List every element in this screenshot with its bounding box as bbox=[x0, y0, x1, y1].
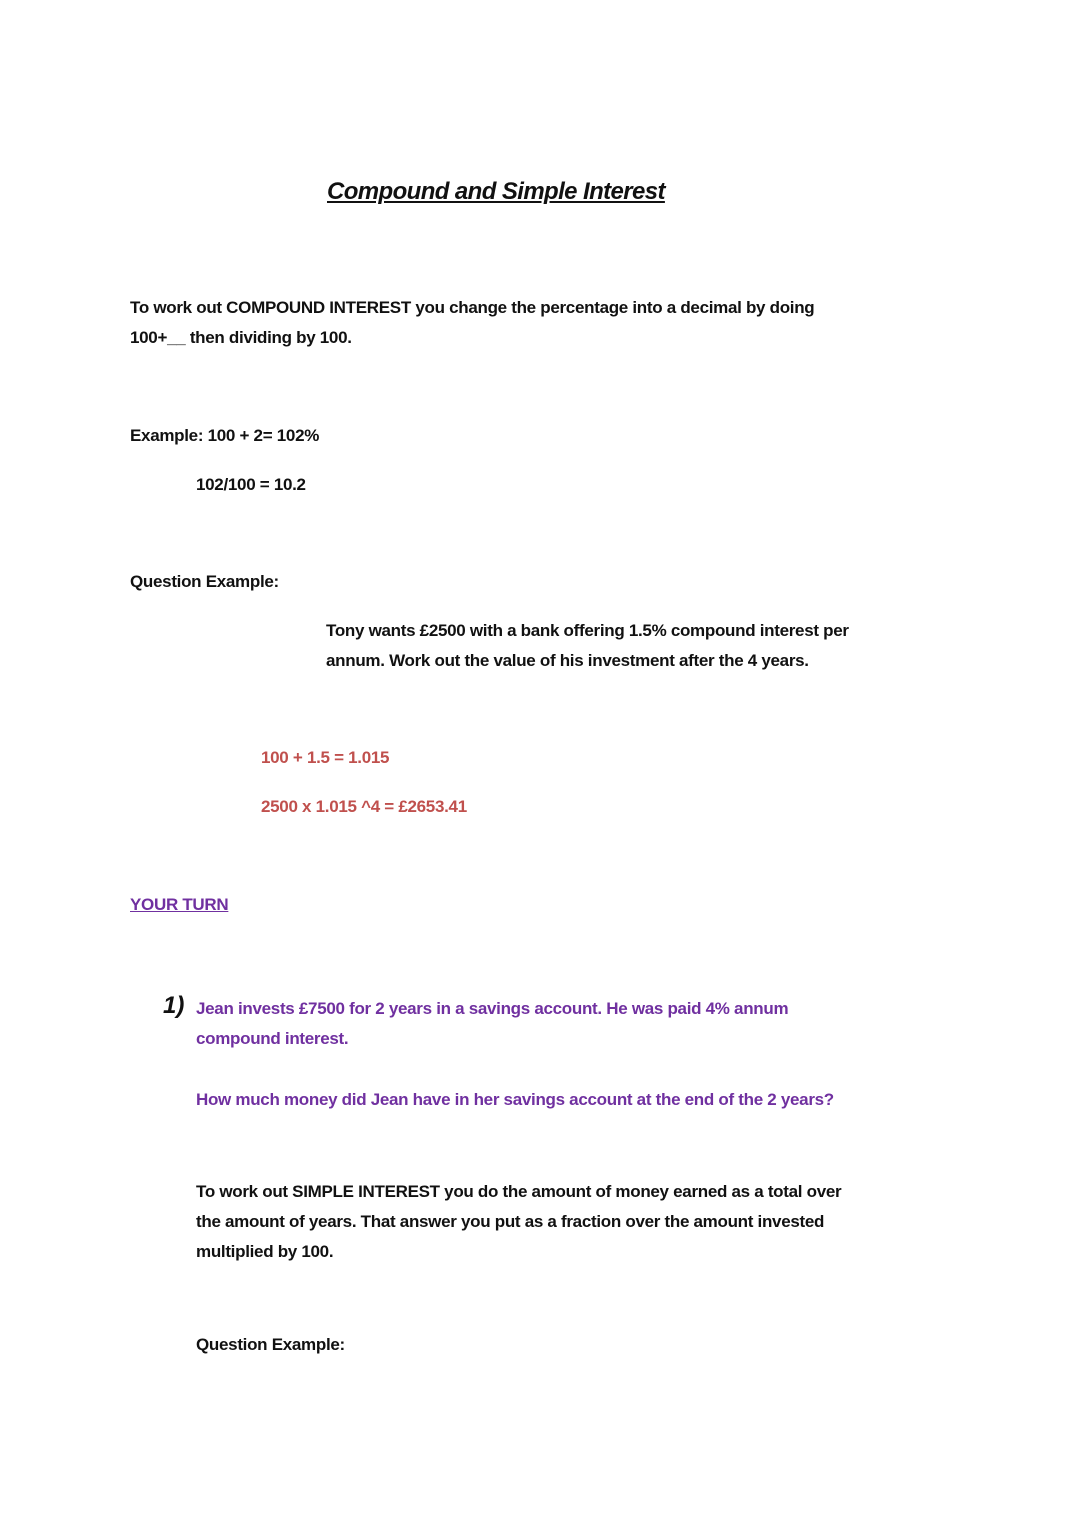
simple-intro-line-2: the amount of years. That answer you put as a fraction over the amount invested bbox=[196, 1212, 825, 1231]
working-line-2: 2500 x 1.015 ^4 = £2653.41 bbox=[261, 797, 467, 816]
question-1-line-2: compound interest. bbox=[196, 1029, 349, 1048]
your-turn-heading: YOUR TURN bbox=[130, 895, 229, 914]
working-line-1: 100 + 1.5 = 1.015 bbox=[261, 748, 390, 767]
simple-intro-line-1: To work out SIMPLE INTEREST you do the amount of money earned as a total over bbox=[196, 1182, 842, 1201]
question-example-line-2: annum. Work out the value of his investment after the 4 years. bbox=[326, 651, 809, 670]
compound-intro-line-1: To work out COMPOUND INTEREST you change the percentage into a decimal by doing bbox=[130, 298, 815, 317]
compound-intro-line-2: 100+__ then dividing by 100. bbox=[130, 328, 352, 347]
simple-intro-line-3: multiplied by 100. bbox=[196, 1242, 334, 1261]
question-example-line-1: Tony wants £2500 with a bank offering 1.5% compound interest per bbox=[326, 621, 849, 640]
example-line-2: 102/100 = 10.2 bbox=[196, 475, 306, 494]
question-1-ask: How much money did Jean have in her savings account at the end of the 2 years? bbox=[196, 1090, 834, 1109]
page-title: Compound and Simple Interest bbox=[327, 178, 665, 205]
example-line-1: Example: 100 + 2= 102% bbox=[130, 426, 320, 445]
question-example-label-2: Question Example: bbox=[196, 1335, 345, 1354]
question-example-label: Question Example: bbox=[130, 572, 279, 591]
question-1-line-1: Jean invests £7500 for 2 years in a savings account. He was paid 4% annum bbox=[196, 999, 789, 1018]
question-number: 1) bbox=[163, 992, 185, 1019]
